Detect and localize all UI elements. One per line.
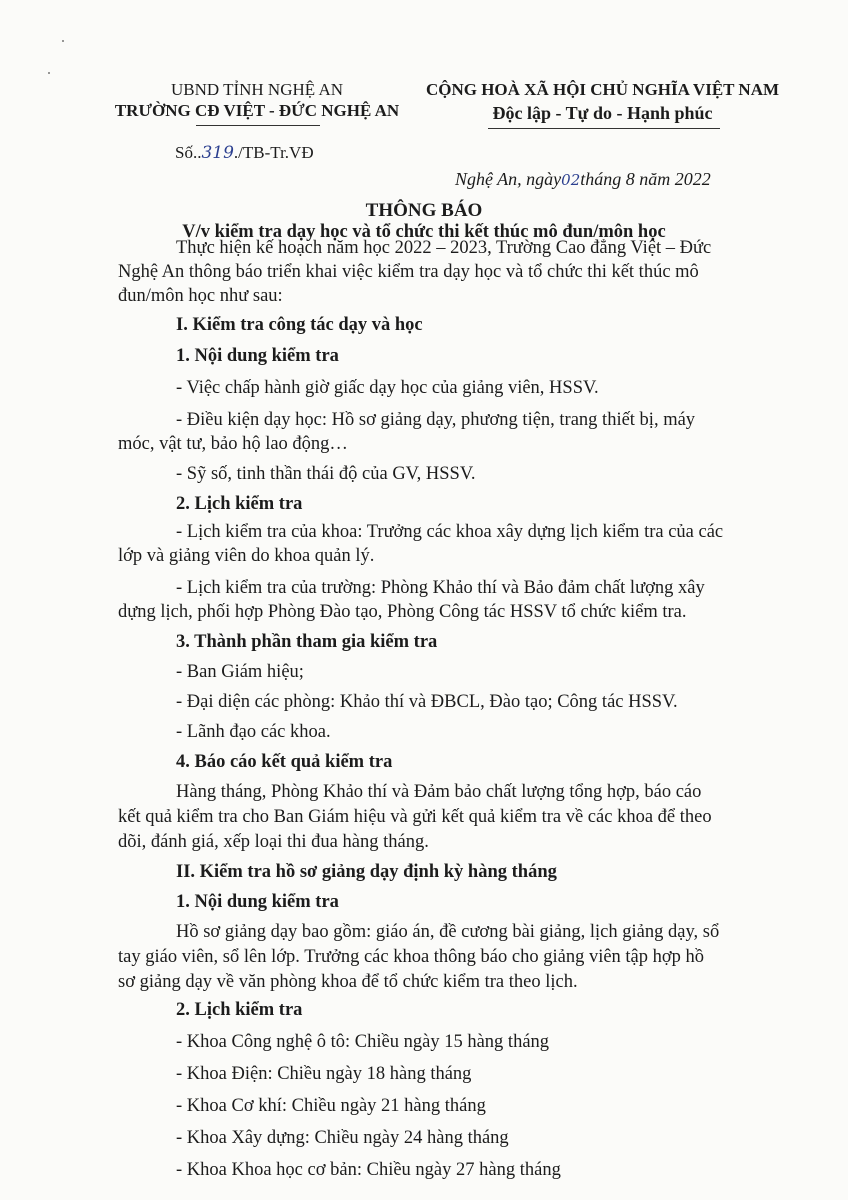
schedule-item: - Khoa Xây dựng: Chiều ngày 24 hàng tháng — [176, 1128, 509, 1148]
doc-date-suffix: tháng 8 năm 2022 — [580, 169, 711, 189]
doc-date — [455, 169, 711, 190]
part1-s2-item-2a: - Lịch kiểm tra của trường: Phòng Khảo thí và Bảo đảm chất lượng xây — [176, 578, 705, 598]
nation-line-1: CỘNG HOÀ XÃ HỘI CHỦ NGHĨA VIỆT NAM — [425, 80, 780, 99]
org-line-1: UBND TỈNH NGHỆ AN — [170, 80, 344, 99]
doc-number — [175, 143, 314, 163]
part1-heading: I. Kiểm tra công tác dạy và học — [176, 315, 423, 335]
doc-title: THÔNG BÁO — [365, 200, 483, 221]
part1-s1-heading: 1. Nội dung kiểm tra — [176, 346, 339, 366]
intro-line-1: Thực hiện kế hoạch năm học 2022 – 2023, Trường Cao đẳng Việt – Đức — [176, 238, 712, 258]
schedule-item: - Khoa Cơ khí: Chiều ngày 21 hàng tháng — [176, 1096, 486, 1116]
part1-s2-item-1a: - Lịch kiểm tra của khoa: Trưởng các khoa xây dựng lịch kiểm tra của các — [176, 522, 724, 542]
part1-s3-item-1: - Ban Giám hiệu; — [176, 662, 304, 682]
schedule-item: - Khoa Điện: Chiều ngày 18 hàng tháng — [176, 1064, 472, 1084]
doc-date-prefix: Nghệ An, ngày — [455, 169, 562, 189]
nation-line-2: Độc lập - Tự do - Hạnh phúc — [492, 103, 713, 123]
doc-number-suffix: ./TB-Tr.VĐ — [233, 143, 314, 162]
intro-line-2: Nghệ An thông báo triển khai việc kiểm tra dạy học và tổ chức thi kết thúc mô — [118, 262, 699, 282]
part2-s1-heading: 1. Nội dung kiểm tra — [176, 892, 339, 912]
part1-s1-item-3: - Sỹ số, tinh thần thái độ của GV, HSSV. — [176, 464, 476, 484]
doc-number-prefix: Số.. — [175, 143, 202, 162]
scan-speck — [48, 72, 50, 74]
part1-s1-item-2b: móc, vật tư, bảo hộ lao động… — [118, 434, 348, 454]
org-line-2: TRƯỜNG CĐ VIỆT - ĐỨC NGHỆ AN — [114, 101, 400, 120]
doc-number-handwritten: 319 — [201, 143, 234, 163]
doc-subtitle: V/v kiểm tra dạy học và tổ chức thi kết thúc mô đun/môn học — [182, 222, 666, 242]
part1-s3-item-2: - Đại diện các phòng: Khảo thí và ĐBCL, Đào tạo; Công tác HSSV. — [176, 692, 678, 712]
part1-s3-item-3: - Lãnh đạo các khoa. — [176, 722, 331, 742]
part1-s2-item-2b: dựng lịch, phối hợp Phòng Đào tạo, Phòng Công tác HSSV tổ chức kiểm tra. — [118, 602, 687, 622]
schedule-item: - Khoa Khoa học cơ bản: Chiều ngày 27 hàng tháng — [176, 1160, 561, 1180]
part1-s4-line-1: Hàng tháng, Phòng Khảo thí và Đảm bảo chất lượng tổng hợp, báo cáo — [176, 782, 702, 802]
part1-s3-heading: 3. Thành phần tham gia kiểm tra — [176, 632, 438, 652]
part2-s1-line-2: tay giáo viên, sổ lên lớp. Trưởng các khoa thông báo cho giảng viên tập hợp hồ — [118, 947, 705, 967]
intro-line-3: đun/môn học như sau: — [118, 286, 283, 306]
doc-date-handwritten: 02 — [561, 171, 581, 189]
nation-underline — [488, 128, 720, 129]
org-underline — [196, 125, 320, 126]
part1-s4-heading: 4. Báo cáo kết quả kiểm tra — [176, 752, 393, 772]
part1-s1-item-2a: - Điều kiện dạy học: Hồ sơ giảng dạy, phương tiện, trang thiết bị, máy — [176, 410, 696, 430]
part1-s1-item-1: - Việc chấp hành giờ giấc dạy học của giảng viên, HSSV. — [176, 378, 599, 398]
part1-s4-line-3: dõi, đánh giá, xếp loại thi đua hàng tháng. — [118, 832, 429, 852]
part2-s1-line-1: Hồ sơ giảng dạy bao gồm: giáo án, đề cương bài giảng, lịch giảng dạy, sổ — [176, 922, 720, 942]
part1-s2-heading: 2. Lịch kiểm tra — [176, 494, 303, 514]
part2-heading: II. Kiểm tra hồ sơ giảng dạy định kỳ hàng tháng — [176, 862, 557, 882]
part1-s4-line-2: kết quả kiểm tra cho Ban Giám hiệu và gửi kết quả kiểm tra về các khoa để theo — [118, 807, 712, 827]
part1-s2-item-1b: lớp và giảng viên do khoa quản lý. — [118, 546, 375, 566]
part2-s1-line-3: sơ giảng dạy về văn phòng khoa để tổ chức kiểm tra theo lịch. — [118, 972, 578, 992]
scan-speck — [62, 40, 64, 42]
part2-s2-heading: 2. Lịch kiểm tra — [176, 1000, 303, 1020]
schedule-item: - Khoa Công nghệ ô tô: Chiều ngày 15 hàng tháng — [176, 1032, 550, 1052]
